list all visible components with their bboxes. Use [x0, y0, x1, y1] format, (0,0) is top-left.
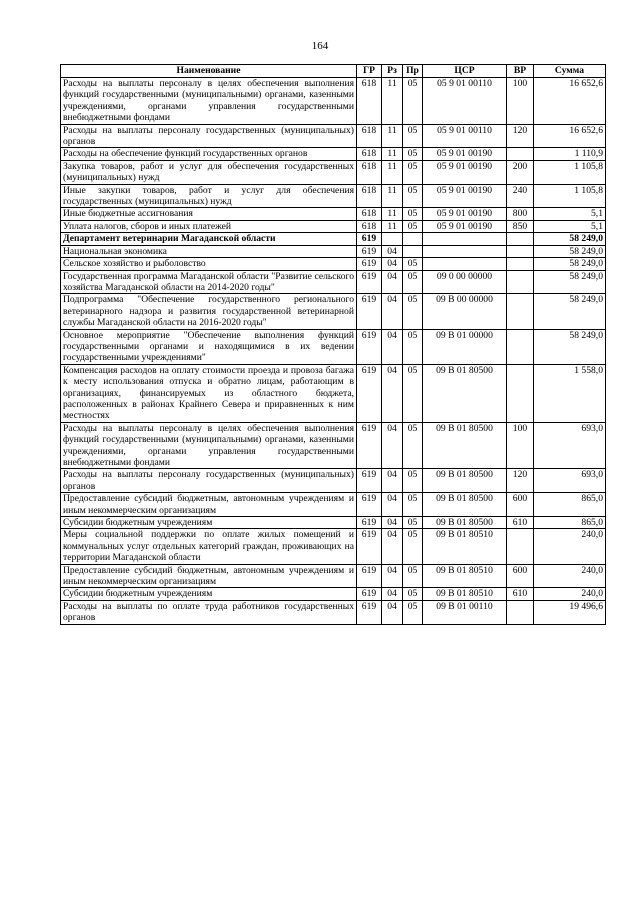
cell-vr: [507, 233, 534, 245]
cell-sum: 16 652,6: [534, 124, 606, 148]
cell-rz: 04: [382, 258, 403, 270]
cell-name: Основное мероприятие "Обеспечение выполнения функций государственными органами и находящимися в их ведении государственными учреждениями": [61, 329, 357, 364]
table-row: [61, 422, 606, 469]
table-row: [61, 469, 606, 493]
cell-rz: 11: [382, 148, 403, 160]
header-rz: Рз: [382, 65, 403, 78]
cell-name: Расходы на обеспечение функций государственных органов: [61, 148, 357, 160]
cell-csr: [423, 233, 507, 245]
cell-pr: 05: [403, 364, 423, 422]
cell-sum: 58 249,0: [534, 245, 606, 257]
cell-csr: 09 В 01 80510: [423, 564, 507, 588]
cell-csr: 09 В 01 80500: [423, 422, 507, 469]
cell-vr: [507, 294, 534, 329]
cell-vr: [507, 600, 534, 624]
table-row: [61, 564, 606, 588]
cell-name: Предоставление субсидий бюджетным, автономным учреждениям и иным некоммерческим организациям: [61, 564, 357, 588]
cell-csr: 09 В 01 00110: [423, 600, 507, 624]
cell-pr: 05: [403, 529, 423, 564]
cell-vr: 120: [507, 469, 534, 493]
cell-pr: 05: [403, 124, 423, 148]
cell-rz: 11: [382, 208, 403, 220]
cell-sum: 1 110,9: [534, 148, 606, 160]
cell-sum: 240,0: [534, 588, 606, 600]
cell-name: Расходы на выплаты персоналу в целях обеспечения выполнения функций государственными (муниципальными) органами, казенными учреждениями, органами управления государственными внебюджетными фондами: [61, 78, 357, 125]
cell-name: Компенсация расходов на оплату стоимости проезда и провоза багажа к месту использования отпуска и обратно лицам, работающим в организациях, финансируемых из областного бюджета, расположенных в районах Крайнего Севера и приравненных к ним местностях: [61, 364, 357, 422]
cell-pr: 05: [403, 160, 423, 184]
cell-vr: 600: [507, 493, 534, 517]
cell-rz: [382, 233, 403, 245]
cell-name: Иные бюджетные ассигнования: [61, 208, 357, 220]
cell-csr: 09 В 01 80500: [423, 493, 507, 517]
header-csr: ЦСР: [423, 65, 507, 78]
table-row: [61, 78, 606, 125]
cell-gr: 619: [357, 588, 382, 600]
cell-vr: 850: [507, 220, 534, 232]
cell-rz: 11: [382, 78, 403, 125]
table-row: [61, 160, 606, 184]
cell-gr: 619: [357, 329, 382, 364]
cell-csr: 05 9 01 00190: [423, 160, 507, 184]
cell-sum: 693,0: [534, 422, 606, 469]
cell-gr: 619: [357, 529, 382, 564]
cell-rz: 04: [382, 564, 403, 588]
cell-name: Уплата налогов, сборов и иных платежей: [61, 220, 357, 232]
cell-gr: 619: [357, 469, 382, 493]
header-sum: Сумма: [534, 65, 606, 78]
table-row: [61, 517, 606, 529]
cell-rz: 04: [382, 245, 403, 257]
cell-rz: 04: [382, 329, 403, 364]
cell-pr: 05: [403, 329, 423, 364]
table-row: [61, 364, 606, 422]
cell-csr: 09 В 01 80500: [423, 469, 507, 493]
cell-pr: 05: [403, 220, 423, 232]
cell-csr: 05 9 01 00110: [423, 124, 507, 148]
cell-pr: 05: [403, 258, 423, 270]
cell-pr: 05: [403, 294, 423, 329]
cell-pr: 05: [403, 78, 423, 125]
cell-sum: 1 558,0: [534, 364, 606, 422]
table-row: [61, 184, 606, 208]
cell-gr: 619: [357, 294, 382, 329]
cell-name: Государственная программа Магаданской области "Развитие сельского хозяйства Магаданской области на 2014-2020 годы": [61, 270, 357, 294]
cell-gr: 618: [357, 78, 382, 125]
cell-sum: 16 652,6: [534, 78, 606, 125]
header-name: Наименование: [61, 65, 357, 78]
cell-sum: 693,0: [534, 469, 606, 493]
cell-sum: 58 249,0: [534, 270, 606, 294]
table-row: [61, 493, 606, 517]
cell-csr: 05 9 01 00190: [423, 220, 507, 232]
cell-vr: 800: [507, 208, 534, 220]
cell-gr: 619: [357, 600, 382, 624]
cell-csr: 05 9 01 00190: [423, 208, 507, 220]
header-gr: ГР: [357, 65, 382, 78]
cell-vr: [507, 258, 534, 270]
cell-name: Департамент ветеринарии Магаданской области: [61, 233, 357, 245]
cell-name: Предоставление субсидий бюджетным, автономным учреждениям и иным некоммерческим организациям: [61, 493, 357, 517]
cell-rz: 04: [382, 469, 403, 493]
cell-sum: 865,0: [534, 493, 606, 517]
cell-rz: 11: [382, 160, 403, 184]
cell-gr: 618: [357, 208, 382, 220]
cell-gr: 619: [357, 233, 382, 245]
cell-vr: [507, 245, 534, 257]
cell-gr: 618: [357, 160, 382, 184]
cell-vr: 240: [507, 184, 534, 208]
cell-gr: 619: [357, 422, 382, 469]
cell-pr: 05: [403, 564, 423, 588]
cell-csr: 09 0 00 00000: [423, 270, 507, 294]
table-row: [61, 258, 606, 270]
table-header-row: [61, 65, 606, 78]
cell-pr: [403, 245, 423, 257]
cell-sum: 5,1: [534, 208, 606, 220]
cell-gr: 619: [357, 270, 382, 294]
table-row: [61, 124, 606, 148]
table-body: [61, 78, 606, 625]
cell-csr: 05 9 01 00190: [423, 148, 507, 160]
cell-sum: 58 249,0: [534, 233, 606, 245]
cell-vr: 600: [507, 564, 534, 588]
cell-gr: 618: [357, 184, 382, 208]
cell-pr: 05: [403, 208, 423, 220]
cell-vr: 610: [507, 588, 534, 600]
cell-csr: [423, 245, 507, 257]
cell-vr: [507, 529, 534, 564]
cell-name: Субсидии бюджетным учреждениям: [61, 588, 357, 600]
cell-gr: 619: [357, 493, 382, 517]
cell-pr: [403, 233, 423, 245]
cell-vr: [507, 148, 534, 160]
cell-name: Иные закупки товаров, работ и услуг для обеспечения государственных (муниципальных) нужд: [61, 184, 357, 208]
cell-rz: 04: [382, 422, 403, 469]
cell-sum: 58 249,0: [534, 258, 606, 270]
cell-csr: 05 9 01 00110: [423, 78, 507, 125]
cell-rz: 04: [382, 529, 403, 564]
cell-name: Расходы на выплаты персоналу государственных (муниципальных) органов: [61, 124, 357, 148]
table-row: [61, 294, 606, 329]
cell-pr: 05: [403, 148, 423, 160]
cell-name: Меры социальной поддержки по оплате жилых помещений и коммунальных услуг отдельных категорий граждан, проживающих на территории Магаданской области: [61, 529, 357, 564]
cell-rz: 11: [382, 184, 403, 208]
cell-vr: 100: [507, 78, 534, 125]
table-row: [61, 233, 606, 245]
cell-name: Расходы на выплаты персоналу в целях обеспечения выполнения функций государственными (муниципальными) органами, казенными учреждениями, органами управления государственными внебюджетными фондами: [61, 422, 357, 469]
table-row: [61, 148, 606, 160]
cell-csr: 09 В 01 80510: [423, 588, 507, 600]
cell-gr: 618: [357, 148, 382, 160]
cell-sum: 19 496,6: [534, 600, 606, 624]
cell-gr: 619: [357, 517, 382, 529]
cell-csr: 09 В 00 00000: [423, 294, 507, 329]
cell-rz: 04: [382, 493, 403, 517]
cell-csr: 09 В 01 80510: [423, 529, 507, 564]
table-row: [61, 600, 606, 624]
cell-pr: 05: [403, 600, 423, 624]
cell-csr: 09 В 01 80500: [423, 517, 507, 529]
cell-csr: 09 В 01 00000: [423, 329, 507, 364]
cell-name: Субсидии бюджетным учреждениям: [61, 517, 357, 529]
cell-sum: 240,0: [534, 529, 606, 564]
table-row: [61, 529, 606, 564]
cell-gr: 619: [357, 364, 382, 422]
cell-name: Закупка товаров, работ и услуг для обеспечения государственных (муниципальных) нужд: [61, 160, 357, 184]
cell-rz: 11: [382, 220, 403, 232]
cell-csr: [423, 258, 507, 270]
cell-csr: 05 9 01 00190: [423, 184, 507, 208]
cell-rz: 04: [382, 270, 403, 294]
cell-sum: 58 249,0: [534, 329, 606, 364]
cell-name: Сельское хозяйство и рыболовство: [61, 258, 357, 270]
cell-sum: 5,1: [534, 220, 606, 232]
cell-sum: 1 105,8: [534, 160, 606, 184]
cell-pr: 05: [403, 588, 423, 600]
cell-rz: 11: [382, 124, 403, 148]
cell-rz: 04: [382, 588, 403, 600]
cell-sum: 58 249,0: [534, 294, 606, 329]
table-row: [61, 208, 606, 220]
table-row: [61, 245, 606, 257]
cell-sum: 240,0: [534, 564, 606, 588]
cell-gr: 619: [357, 245, 382, 257]
cell-pr: 05: [403, 469, 423, 493]
header-pr: Пр: [403, 65, 423, 78]
cell-name: Расходы на выплаты персоналу государственных (муниципальных) органов: [61, 469, 357, 493]
cell-name: Национальная экономика: [61, 245, 357, 257]
cell-vr: 610: [507, 517, 534, 529]
cell-vr: 100: [507, 422, 534, 469]
cell-gr: 619: [357, 564, 382, 588]
cell-name: Расходы на выплаты по оплате труда работников государственных органов: [61, 600, 357, 624]
cell-name: Подпрограмма "Обеспечение государственного регионального ветеринарного надзора и развития государственной ветеринарной службы Магаданской области на 2016-2020 годы": [61, 294, 357, 329]
cell-vr: 120: [507, 124, 534, 148]
cell-gr: 619: [357, 258, 382, 270]
cell-vr: [507, 329, 534, 364]
cell-rz: 04: [382, 517, 403, 529]
cell-gr: 618: [357, 220, 382, 232]
cell-pr: 05: [403, 184, 423, 208]
page-number: 164: [311, 40, 329, 52]
table-row: [61, 270, 606, 294]
cell-pr: 05: [403, 517, 423, 529]
header-vr: ВР: [507, 65, 534, 78]
table-row: [61, 220, 606, 232]
cell-sum: 1 105,8: [534, 184, 606, 208]
budget-table: [60, 64, 606, 625]
table-row: [61, 329, 606, 364]
table-row: [61, 588, 606, 600]
cell-vr: [507, 270, 534, 294]
cell-rz: 04: [382, 364, 403, 422]
cell-pr: 05: [403, 422, 423, 469]
cell-pr: 05: [403, 270, 423, 294]
cell-sum: 865,0: [534, 517, 606, 529]
cell-pr: 05: [403, 493, 423, 517]
cell-rz: 04: [382, 600, 403, 624]
cell-vr: [507, 364, 534, 422]
cell-rz: 04: [382, 294, 403, 329]
cell-csr: 09 В 01 80500: [423, 364, 507, 422]
cell-gr: 618: [357, 124, 382, 148]
cell-vr: 200: [507, 160, 534, 184]
